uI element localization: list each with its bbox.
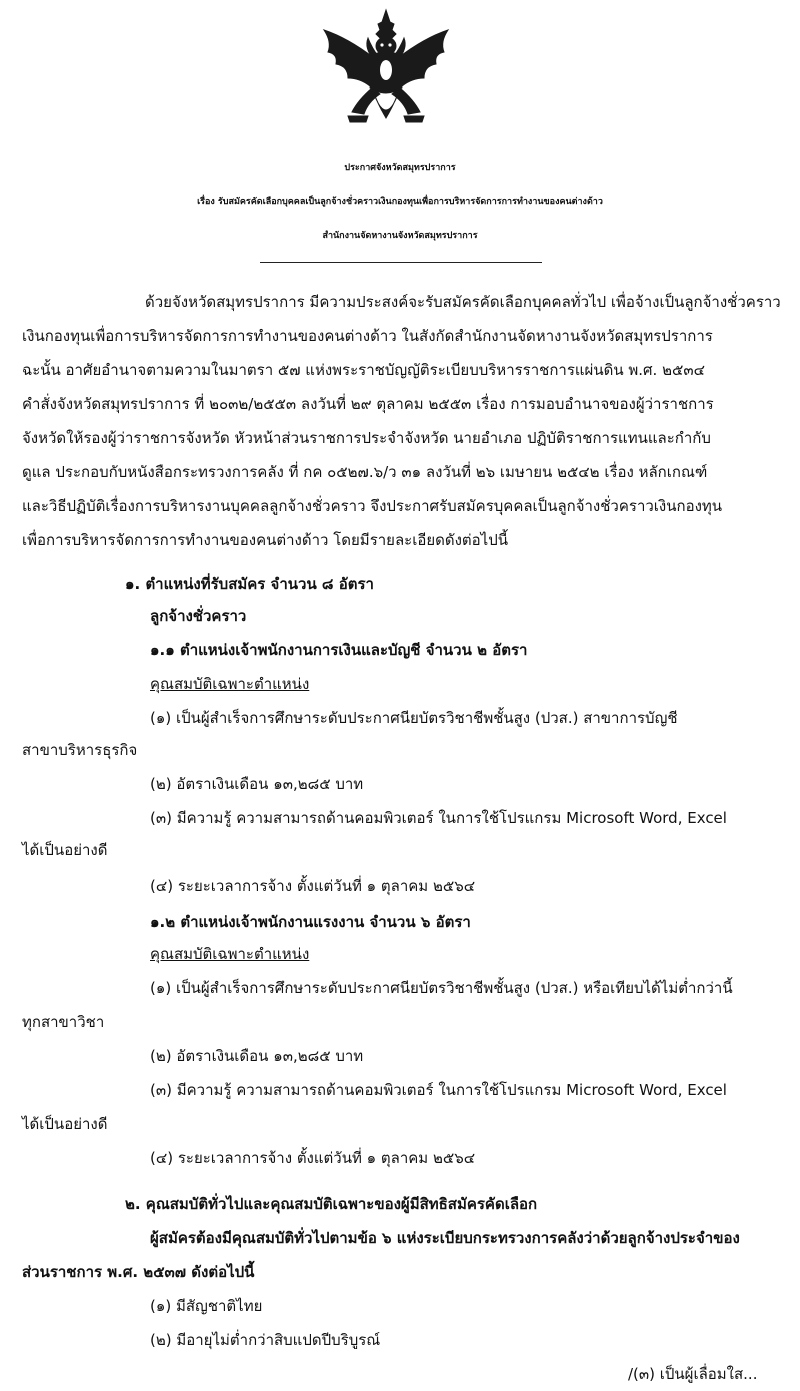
position-2-qual: (๓) มีความรู้ ความสามารถด้านคอมพิวเตอร์ ในการใช้โปรแกรม Microsoft Word, Excel	[150, 1081, 727, 1099]
section2-text: ผู้สมัครต้องมีคุณสมบัติทั่วไปตามข้อ ๖ แห่งระเบียบกระทรวงการคลังว่าด้วยลูกจ้างประจำของ	[150, 1229, 740, 1247]
intro-line: เงินกองทุนเพื่อการบริหารจัดการการทำงานของคนต่างด้าว ในสังกัดสำนักงานจัดหางานจังหวัดสมุทรปราการ	[22, 327, 713, 345]
header-divider	[260, 262, 542, 263]
general-qual-item: (๒) มีอายุไม่ต่ำกว่าสิบแปดปีบริบูรณ์	[150, 1331, 381, 1349]
position-2-qual: (๒) อัตราเงินเดือน ๑๓,๒๘๕ บาท	[150, 1047, 364, 1065]
intro-line: เพื่อการบริหารจัดการการทำงานของคนต่างด้าว โดยมีรายละเอียดดังต่อไปนี้	[22, 531, 509, 549]
intro-line: ดูแล ประกอบกับหนังสือกระทรวงการคลัง ที่ กค ๐๕๒๗.๖/ว ๓๑ ลงวันที่ ๒๖ เมษายน ๒๕๔๒ เรื่อง หลักเกณฑ์	[22, 463, 708, 481]
position-1-qual: (๑) เป็นผู้สำเร็จการศึกษาระดับประกาศนียบัตรวิชาชีพชั้นสูง (ปวส.) สาขาการบัญชี	[150, 709, 678, 727]
intro-line: และวิธีปฏิบัติเรื่องการบริหารงานบุคคลลูกจ้างชั่วคราว จึงประกาศรับสมัครบุคคลเป็นลูกจ้างชั่วคราวเงินกองทุน	[22, 497, 723, 515]
section1-heading: ๑. ตำแหน่งที่รับสมัคร จำนวน ๘ อัตรา	[125, 575, 374, 593]
position-1-qual: ได้เป็นอย่างดี	[22, 841, 108, 859]
position-1-qual: (๓) มีความรู้ ความสามารถด้านคอมพิวเตอร์ ในการใช้โปรแกรม Microsoft Word, Excel	[150, 809, 727, 827]
intro-line: จังหวัดให้รองผู้ว่าราชการจังหวัด หัวหน้าส่วนราชการประจำจังหวัด นายอำเภอ ปฏิบัติราชการแทนและกำกับ	[22, 429, 711, 447]
section2-heading: ๒. คุณสมบัติทั่วไปและคุณสมบัติเฉพาะของผู้มีสิทธิสมัครคัดเลือก	[125, 1195, 538, 1213]
intro-line: ฉะนั้น อาศัยอำนาจตามความในมาตรา ๕๗ แห่งพระราชบัญญัติระเบียบบริหารราชการแผ่นดิน พ.ศ. ๒๕๓๔	[22, 361, 705, 379]
position-1-qual: สาขาบริหารธุรกิจ	[22, 741, 138, 759]
document-subject: เรื่อง รับสมัครคัดเลือกบุคคลเป็นลูกจ้างชั่วคราวเงินกองทุนเพื่อการบริหารจัดการการทำงานของคนต่างด้าว	[197, 197, 603, 207]
intro-line: คำสั่งจังหวัดสมุทรปราการ ที่ ๒๐๓๒/๒๕๕๓ ลงวันที่ ๒๙ ตุลาคม ๒๕๕๓ เรื่อง การมอบอำนาจของผู้ว่าราชการ	[22, 395, 714, 413]
issuing-office: สำนักงานจัดหางานจังหวัดสมุทรปราการ	[322, 231, 478, 241]
position-2-qual-label: คุณสมบัติเฉพาะตำแหน่ง	[150, 945, 310, 963]
employment-type: ลูกจ้างชั่วคราว	[150, 607, 247, 625]
position-1-title: ๑.๑ ตำแหน่งเจ้าพนักงานการเงินและบัญชี จำนวน ๒ อัตรา	[150, 641, 528, 659]
position-1-qual-label: คุณสมบัติเฉพาะตำแหน่ง	[150, 675, 310, 693]
document-title: ประกาศจังหวัดสมุทรปราการ	[344, 163, 456, 173]
continuation-note: /(๓) เป็นผู้เลื่อมใส...	[628, 1365, 758, 1383]
position-2-qual: ทุกสาขาวิชา	[22, 1013, 105, 1031]
position-1-qual: (๔) ระยะเวลาการจ้าง ตั้งแต่วันที่ ๑ ตุลาคม ๒๕๖๔	[150, 877, 476, 895]
position-2-qual: (๔) ระยะเวลาการจ้าง ตั้งแต่วันที่ ๑ ตุลาคม ๒๕๖๔	[150, 1149, 476, 1167]
general-qual-item: (๑) มีสัญชาติไทย	[150, 1297, 263, 1315]
position-2-qual: (๑) เป็นผู้สำเร็จการศึกษาระดับประกาศนียบัตรวิชาชีพชั้นสูง (ปวส.) หรือเทียบได้ไม่ต่ำกว่านี้	[150, 979, 733, 997]
position-1-qual: (๒) อัตราเงินเดือน ๑๓,๒๘๕ บาท	[150, 775, 364, 793]
position-2-qual: ได้เป็นอย่างดี	[22, 1115, 108, 1133]
position-2-title: ๑.๒ ตำแหน่งเจ้าพนักงานแรงงาน จำนวน ๖ อัตรา	[150, 913, 471, 931]
garuda-emblem-icon	[318, 8, 454, 126]
section2-text: ส่วนราชการ พ.ศ. ๒๕๓๗ ดังต่อไปนี้	[22, 1263, 255, 1281]
intro-line: ด้วยจังหวัดสมุทรปราการ มีความประสงค์จะรับสมัครคัดเลือกบุคคลทั่วไป เพื่อจ้างเป็นลูกจ้างชั่วคราว	[145, 293, 781, 311]
